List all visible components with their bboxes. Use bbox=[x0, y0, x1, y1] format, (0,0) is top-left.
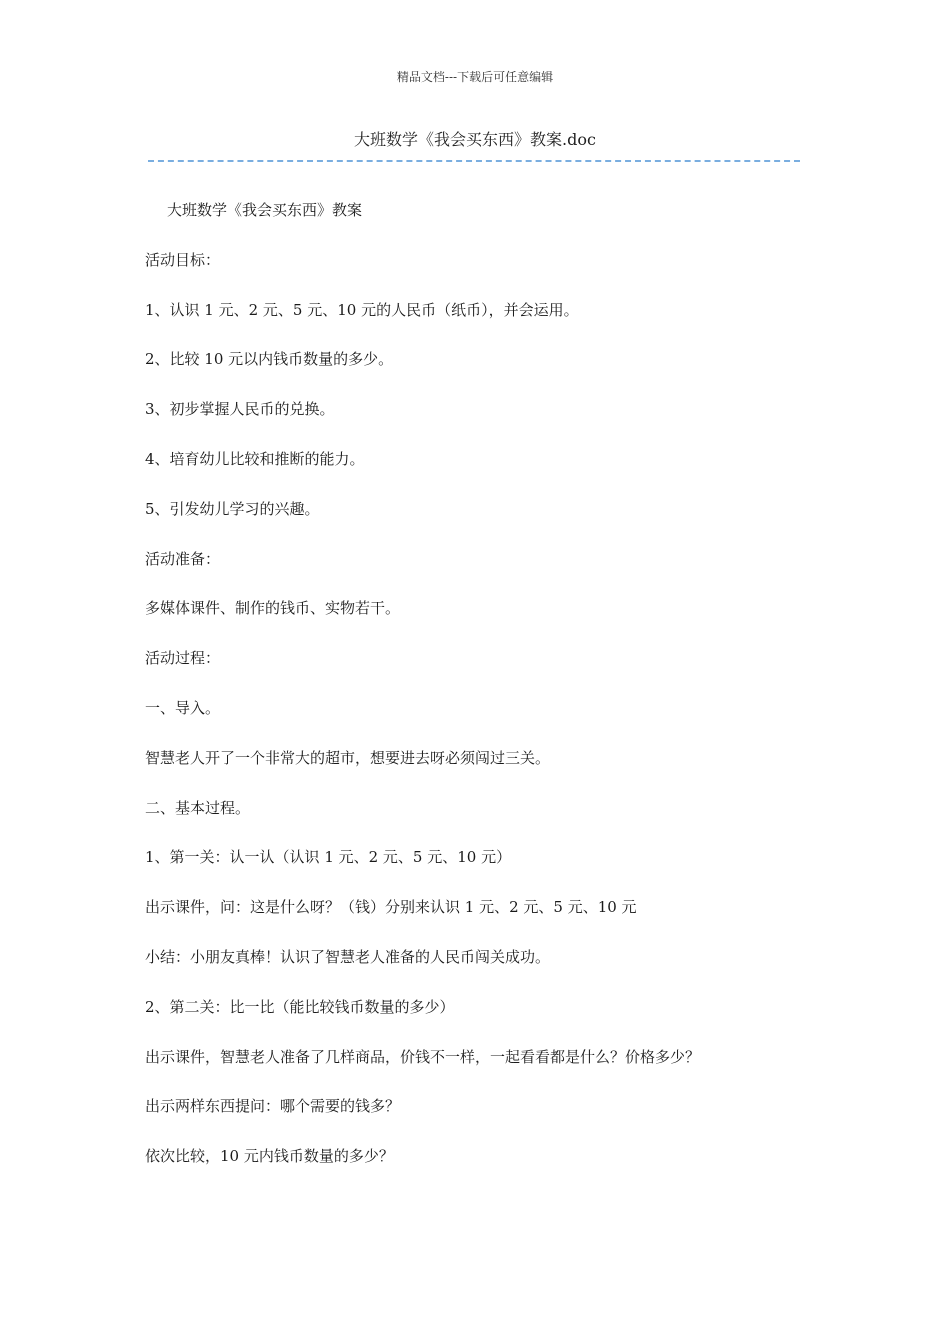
body-paragraph: 出示课件，问：这是什么呀？（钱）分别来认识 1 元、2 元、5 元、10 元 bbox=[145, 898, 637, 917]
section-heading-process: 活动过程： bbox=[145, 649, 221, 668]
stage-heading: 2、第二关：比一比（能比较钱币数量的多少） bbox=[145, 997, 455, 1016]
lesson-heading: 大班数学《我会买东西》教案 bbox=[167, 201, 363, 219]
body-paragraph: 小结：小朋友真棒！认识了智慧老人准备的人民币闯关成功。 bbox=[145, 947, 551, 966]
section-heading-goals: 活动目标： bbox=[145, 250, 221, 269]
stage-heading: 1、第一关：认一认（认识 1 元、2 元、5 元、10 元） bbox=[145, 848, 512, 867]
title-divider bbox=[148, 160, 800, 162]
header-note: 精品文档---下载后可任意编辑 bbox=[396, 70, 554, 84]
section-heading-preparation: 活动准备： bbox=[145, 549, 221, 568]
body-paragraph: 出示两样东西提问：哪个需要的钱多？ bbox=[145, 1097, 401, 1116]
process-step-heading: 二、基本过程。 bbox=[145, 798, 251, 817]
goal-item: 5、引发幼儿学习的兴趣。 bbox=[145, 499, 320, 518]
document-body bbox=[145, 200, 805, 1196]
process-step-heading: 一、导入。 bbox=[145, 698, 221, 717]
document-title: 大班数学《我会买东西》教案.doc bbox=[354, 130, 596, 149]
body-paragraph: 智慧老人开了一个非常大的超市，想要进去呀必须闯过三关。 bbox=[145, 748, 551, 767]
goal-item: 2、比较 10 元以内钱币数量的多少。 bbox=[145, 350, 394, 369]
preparation-text: 多媒体课件、制作的钱币、实物若干。 bbox=[145, 599, 401, 618]
body-paragraph: 出示课件，智慧老人准备了几样商品，价钱不一样，一起看看都是什么？价格多少？ bbox=[145, 1047, 701, 1066]
body-paragraph: 依次比较，10 元内钱币数量的多少？ bbox=[145, 1147, 394, 1166]
goal-item: 4、培育幼儿比较和推断的能力。 bbox=[145, 449, 365, 468]
goal-item: 1、认识 1 元、2 元、5 元、10 元的人民币（纸币），并会运用。 bbox=[145, 300, 579, 319]
goal-item: 3、初步掌握人民币的兑换。 bbox=[145, 400, 335, 419]
